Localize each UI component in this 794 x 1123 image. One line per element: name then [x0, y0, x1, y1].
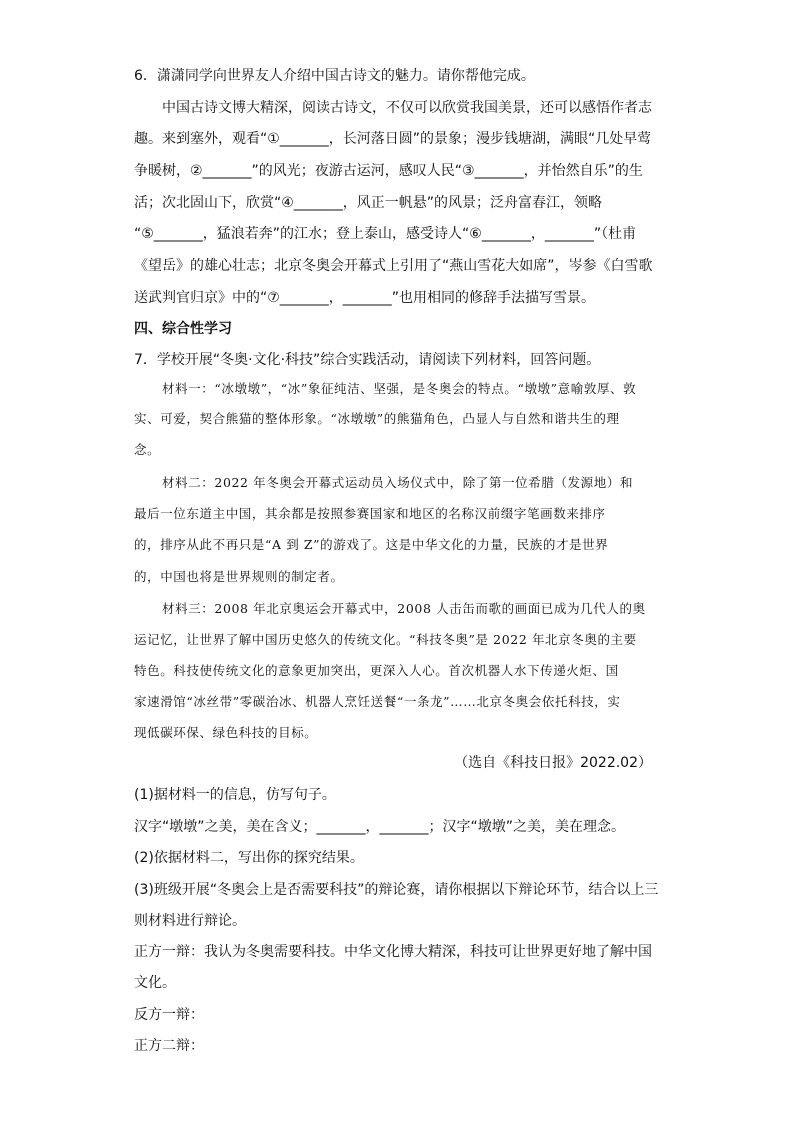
material1-line-2: 实、可爱，契合熊猫的整体形象。“冰墩墩”的熊猫角色，凸显人与自然和谐共生的理	[134, 411, 620, 426]
q7-sub1: (1)据材料一的信息，仿写句子。	[134, 787, 336, 803]
material3-line-3: 特色。科技使传统文化的意象更加突出，更深入人心。首次机器人水下传递火炬、国	[134, 663, 619, 678]
q6-line-5: “⑤_______，猛浪若奔”的江水；登上泰山，感受诗人“⑥_______，_______”（杜甫	[134, 226, 637, 242]
q7-sub1-line: 汉字“墩墩”之美，美在含义；_______，_______；汉字“墩墩”之美，美在理念。	[134, 819, 626, 835]
material2-line-3: 的，排序从此不再只是“A 到 Z”的游戏了。这是中华文化的力量，民族的才是世界	[134, 537, 609, 552]
debate-pro1-cont: 文化。	[134, 975, 176, 991]
source-citation: （选自《科技日报》2022.02）	[454, 755, 652, 771]
q6-line-3: 争暖树，②_______”的风光；夜游古运河，感叹人民“③_______，并怡然自乐”的生	[134, 163, 643, 179]
q6-line-1: 中国古诗文博大精深，阅读古诗文，不仅可以欣赏我国美景，还可以感悟作者志	[162, 100, 652, 116]
section-heading: 四、综合性学习	[134, 321, 232, 337]
material3-line-4: 家速滑馆“冰丝带”零碳治冰、机器人烹饪送餐“一条龙”……北京冬奥会依托科技，实	[134, 694, 621, 709]
material1-line-3: 念。	[134, 442, 161, 457]
material3-line-1: 材料三：2008 年北京奥运会开幕式中，2008 人击缶而歌的画面已成为几代人的奥	[162, 601, 646, 616]
q7-sub3-line-1: (3)班级开展“冬奥会上是否需要科技”的辩论赛，请你根据以下辩论环节，结合以上三	[134, 882, 659, 898]
material2-line-2: 最后一位东道主中国，其余都是按照参赛国家和地区的名称汉前缀字笔画数来排序	[134, 506, 606, 521]
debate-con1: 反方一辩：	[134, 1007, 204, 1023]
material1-line-1: 材料一：“冰墩墩”，“冰”象征纯洁、坚强，是冬奥会的特点。“墩墩”意喻敦厚、敦	[162, 381, 637, 396]
material3-line-5: 现低碳环保、绿色科技的目标。	[134, 725, 318, 740]
material2-line-4: 的，中国也将是世界规则的制定者。	[134, 569, 344, 584]
material2-line-1: 材料二：2022 年冬奥会开幕式运动员入场仪式中，除了第一位希腊（发源地）和	[162, 475, 634, 490]
debate-pro2: 正方二辩：	[134, 1038, 204, 1054]
debate-pro1: 正方一辩：我认为冬奥需要科技。中华文化博大精深，科技可让世界更好地了解中国	[134, 944, 652, 960]
q7-intro: 7．学校开展“冬奥·文化·科技”综合实践活动，请阅读下列材料，回答问题。	[134, 352, 601, 368]
q6-line-7: 送武判官归京》中的“⑦_______，_______”也用相同的修辞手法描写雪景。	[134, 290, 596, 306]
q7-sub2: (2)依据材料二，写出你的探究结果。	[134, 850, 364, 866]
q6-line-2: 趣。来到塞外，观看“①_______，长河落日圆”的景象；漫步钱塘湖，满眼“几处早莺	[134, 131, 652, 147]
material3-line-2: 运记忆，让世界了解中国历史悠久的传统文化。“科技冬奥”是 2022 年北京冬奥的主要	[134, 632, 637, 647]
q6-line-6: 《望岳》的雄心壮志；北京冬奥会开幕式上引用了“燕山雪花大如席”，岑参《白雪歌	[134, 258, 653, 274]
q6-title: 6．潇潇同学向世界友人介绍中国古诗文的魅力。请你帮他完成。	[134, 68, 535, 84]
q7-sub3-line-2: 则材料进行辩论。	[134, 913, 246, 929]
q6-line-4: 活；次北固山下，欣赏“④_______，风正一帆悬”的风景；泛舟富春江，领略	[134, 195, 603, 211]
